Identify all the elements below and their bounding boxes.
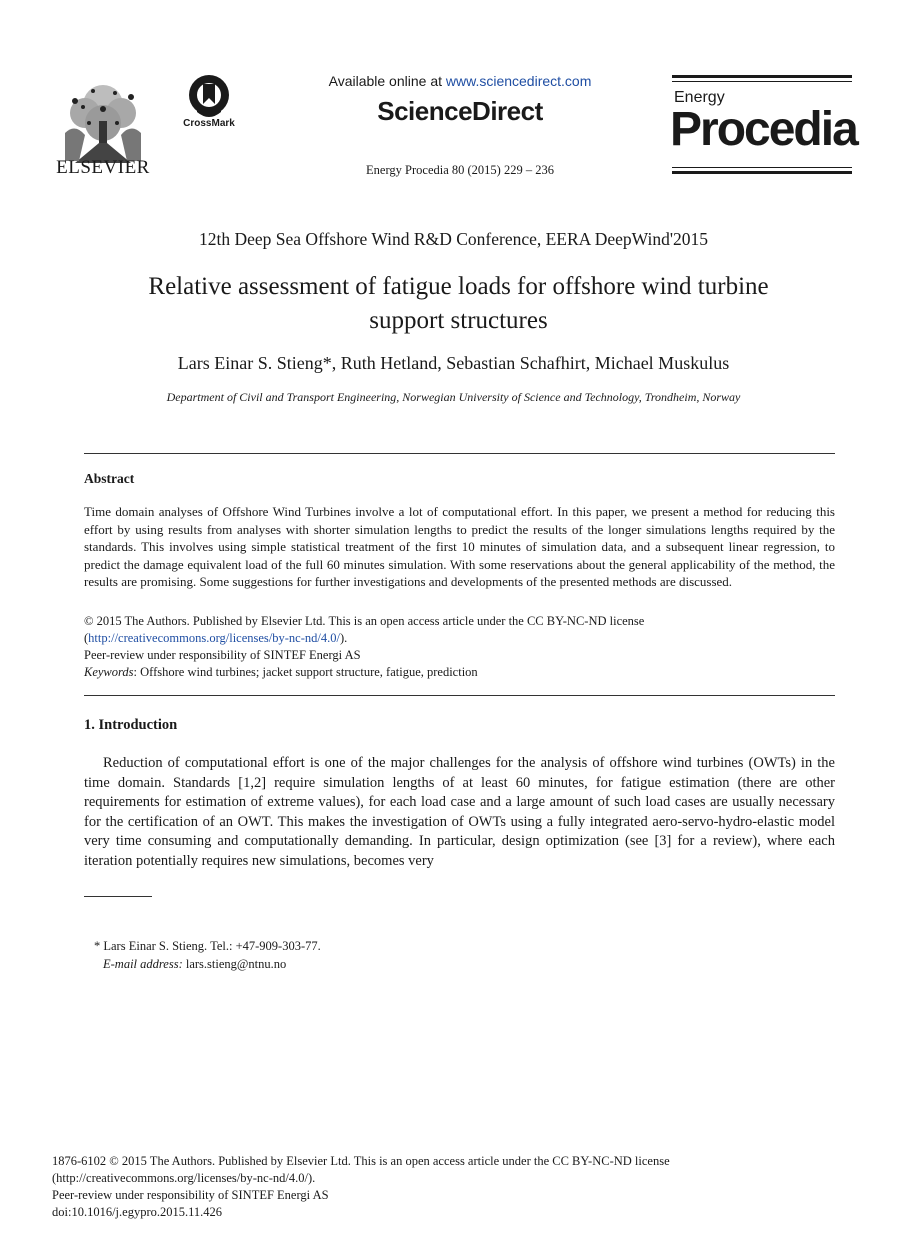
procedia-top-thin-bar [672,81,852,82]
introduction-paragraph: Reduction of computational effort is one of the major challenges for the analysis of offshore wind turbines (OWTs) in the time domain. Standards [1,2] require simulation lengths of at least 60 minutes, for fatigue estimation (there are other requirements for estimation of extreme values), for each load case and a large amount of such load cases are usually necessary for the certification of an OWT. This makes the investigation of OWTs using a fully integrated aero-servo-hydro-elastic model very time consuming and computationally demanding. In particular, design optimization (see [3] for a review), where each iteration potentially requires new simulations, becomes very [84,755,835,869]
available-prefix: Available online at [328,73,446,89]
journal-name-small: Energy [674,89,725,106]
available-online-line [250,73,670,89]
procedia-bottom-thin-bar [672,167,852,168]
sciencedirect-link[interactable]: www.sciencedirect.com [445,73,592,89]
title-line-1: Relative assessment of fatigue loads for offshore wind turbine [148,273,769,300]
abstract-heading: Abstract [84,471,135,486]
abstract-bottom-rule [84,695,835,696]
abstract-top-rule [84,453,835,454]
keywords-label: Keywords [84,665,134,679]
author-list: Lars Einar S. Stieng*, Ruth Hetland, Sebastian Schafhirt, Michael Muskulus [177,353,730,373]
footer-issn-line: 1876-6102 © 2015 The Authors. Published by Elsevier Ltd. This is an open access article under the CC BY-NC-ND license [52,1154,670,1168]
keywords-line [84,664,478,681]
license-open-paren: ( [84,631,89,645]
license-line [84,630,347,647]
license-close-paren: ). [339,631,348,645]
procedia-top-bar [672,75,852,78]
peer-review-line: Peer-review under responsibility of SINTEF Energi AS [84,648,361,662]
procedia-bottom-bar [672,171,852,174]
sciencedirect-brand: ScienceDirect [377,96,543,126]
crossmark-label: CrossMark [183,118,235,129]
title-line-2: support structures [369,307,548,334]
email-label: E-mail address: [103,957,183,971]
footer-license-line[interactable]: (http://creativecommons.org/licenses/by-nc-nd/4.0/). [52,1171,316,1185]
corresponding-author-note: * Lars Einar S. Stieng. Tel.: +47-909-303-77. [94,939,321,953]
copyright-line: © 2015 The Authors. Published by Elsevier Ltd. This is an open access article under the CC BY-NC-ND license [84,614,645,628]
affiliation: Department of Civil and Transport Engineering, Norwegian University of Science and Technology, Trondheim, Norway [166,390,741,404]
conference-name: 12th Deep Sea Offshore Wind R&D Conference, EERA DeepWind'2015 [199,229,708,249]
keywords-list: : Offshore wind turbines; jacket support structure, fatigue, prediction [133,665,478,679]
footer-doi-line[interactable]: doi:10.1016/j.egypro.2015.11.426 [52,1205,223,1219]
journal-name-large: Procedia [670,103,857,156]
journal-reference: Energy Procedia 80 (2015) 229 – 236 [366,163,554,177]
paper-title [80,270,837,338]
footnote-rule [84,896,152,897]
email-note [103,955,286,973]
abstract-text: Time domain analyses of Offshore Wind Turbines involve a lot of computational effort. In this paper, we present a method for reducing this effort by using results from analyses with shorter simulation lengths to predict the results of the longer simulations lengths required by the standards. This involves using simple statistical treatment of the first 10 minutes of simulation data, and a subsequent linear regression, to predict the damage equivalent load of the full 60 minutes simulation. With some reservations about the general applicability of the method, the results are promising. Some suggestions for further investigations and developments of the presented methods are discussed. [84,504,835,590]
license-link[interactable]: http://creativecommons.org/licenses/by-nc-nd/4.0/ [88,631,340,645]
email-address[interactable]: lars.stieng@ntnu.no [182,957,287,971]
footer-peer-review-line: Peer-review under responsibility of SINTEF Energi AS [52,1188,329,1202]
elsevier-wordmark: ELSEVIER [56,157,150,178]
section-heading-introduction: 1. Introduction [84,717,178,733]
